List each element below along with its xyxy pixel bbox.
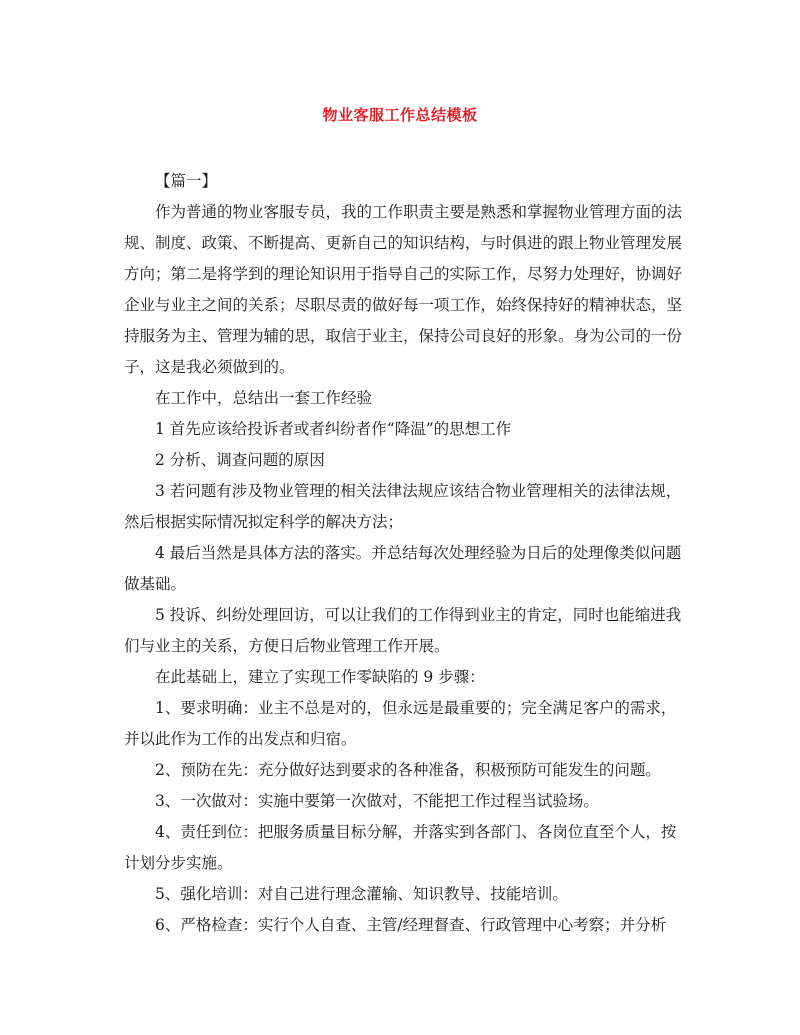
document-body bbox=[124, 166, 689, 941]
paragraph: 作为普通的物业客服专员，我的工作职责主要是熟悉和掌握物业管理方面的法规、制度、政策、不断提高、更新自己的知识结构，与时俱进的跟上物业管理发展方向；第二是将学到的理论知识用于指导自己的实际工作，尽努力处理好，协调好企业与业主之间的关系；尽职尽责的做好每一项工作，始终保持好的精神状态，坚持服务为主、管理为辅的思，取信于业主，保持公司良好的形象。身为公司的一份子，这是我必须做到的。 bbox=[124, 203, 683, 376]
paragraph: 在此基础上，建立了实现工作零缺陷的 9 步骤： bbox=[155, 668, 485, 686]
paragraph: 2 分析、调查问题的原因 bbox=[155, 451, 325, 469]
paragraph: 3 若问题有涉及物业管理的相关法律法规应该结合物业管理相关的法律法规，然后根据实际情况拟定科学的解决方法； bbox=[124, 482, 682, 531]
paragraph: 2、预防在先：充分做好达到要求的各种准备，积极预防可能发生的问题。 bbox=[155, 761, 661, 779]
document-title: 物业客服工作总结模板 bbox=[322, 106, 478, 124]
paragraph: 5 投诉、纠纷处理回访，可以让我们的工作得到业主的肯定，同时也能缩进我们与业主的关系，方便日后物业管理工作开展。 bbox=[124, 606, 682, 655]
paragraph: 3、一次做对：实施中要第一次做对，不能把工作过程当试验场。 bbox=[155, 792, 599, 810]
paragraph: 6、严格检查：实行个人自查、主管/经理督查、行政管理中心考察；并分析 bbox=[155, 916, 667, 934]
paragraph: 1 首先应该给投诉者或者纠纷者作“降温”的思想工作 bbox=[155, 420, 512, 438]
paragraph: 1、要求明确：业主不总是对的，但永远是最重要的；完全满足客户的需求，并以此作为工作的出发点和归宿。 bbox=[124, 699, 677, 748]
section-label: 【篇一】 bbox=[155, 172, 218, 190]
paragraph: 在工作中，总结出一套工作经验 bbox=[155, 389, 373, 407]
paragraph: 4、责任到位：把服务质量目标分解，并落实到各部门、各岗位直至个人，按计划分步实施。 bbox=[124, 823, 677, 872]
paragraph: 5、强化培训：对自己进行理念灌输、知识教导、技能培训。 bbox=[155, 885, 568, 903]
paragraph: 4 最后当然是具体方法的落实。并总结每次处理经验为日后的处理像类似问题做基础。 bbox=[124, 544, 682, 593]
